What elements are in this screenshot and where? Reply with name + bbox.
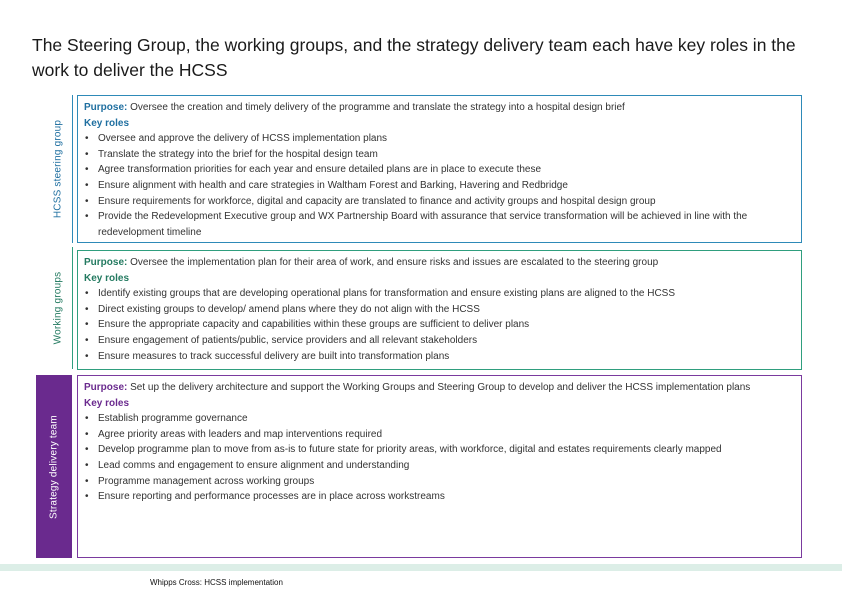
purpose-line (84, 100, 793, 116)
footer-band (0, 564, 842, 571)
purpose-key: Purpose: (84, 257, 128, 268)
list-item: • Agree transformation priorities for each year and ensure detailed plans are in place to execute these (84, 162, 793, 178)
list-item: • Establish programme governance (84, 411, 793, 427)
strategy-team-side-label (36, 375, 72, 558)
purpose-text: Oversee the creation and timely delivery of the programme and translate the strategy into a hospital design brief (130, 102, 625, 113)
key-roles-title: Key roles (84, 117, 130, 129)
footer-text: Whipps Cross: HCSS implementation (150, 578, 283, 587)
key-roles-list (84, 131, 793, 240)
section-label: HCSS steering group (52, 119, 64, 219)
list-item: • Develop programme plan to move from as-is to future state for priority areas, with workforce, digital and estates requirements clearly mapped (84, 442, 793, 458)
key-roles-list (84, 411, 793, 505)
purpose-key: Purpose: (84, 102, 128, 113)
purpose-line (84, 380, 793, 396)
list-item: • Oversee and approve the delivery of HCSS implementation plans (84, 131, 793, 147)
key-roles-title: Key roles (84, 397, 130, 409)
list-item: • Ensure reporting and performance processes are in place across workstreams (84, 489, 793, 505)
list-item: • Ensure the appropriate capacity and capabilities within these groups are sufficient to deliver plans (84, 317, 793, 333)
key-roles-title: Key roles (84, 272, 130, 284)
list-item: • Ensure measures to track successful delivery are built into transformation plans (84, 349, 793, 365)
list-item: • Ensure alignment with health and care strategies in Waltham Forest and Barking, Havering and Redbridge (84, 178, 793, 194)
list-item: • Programme management across working groups (84, 474, 793, 490)
list-item: • Lead comms and engagement to ensure alignment and understanding (84, 458, 793, 474)
strategy-team-panel (77, 375, 802, 558)
list-item: • Ensure requirements for workforce, digital and capacity are translated to finance and activity groups and hospital design group (84, 194, 793, 210)
list-item: • Agree priority areas with leaders and map interventions required (84, 427, 793, 443)
key-roles-list (84, 286, 793, 364)
list-item: • Provide the Redevelopment Executive group and WX Partnership Board with assurance that service transformation will be achieved in line with the redevelopment timeline (84, 209, 793, 240)
working-groups-side-label (44, 247, 73, 369)
purpose-text: Set up the delivery architecture and support the Working Groups and Steering Group to develop and deliver the HCSS implementation plans (130, 382, 751, 393)
list-item: • Direct existing groups to develop/ amend plans where they do not align with the HCSS (84, 302, 793, 318)
section-label: Working groups (52, 271, 64, 345)
page-title: The Steering Group, the working groups, and the strategy delivery team each have key roles in the work to deliver the HCSS (32, 35, 796, 80)
purpose-key: Purpose: (84, 382, 128, 393)
working-groups-panel (77, 250, 802, 370)
section-label: Strategy delivery team (48, 414, 60, 519)
list-item: • Translate the strategy into the brief for the hospital design team (84, 147, 793, 163)
steering-group-panel (77, 95, 802, 243)
list-item: • Ensure engagement of patients/public, service providers and all relevant stakeholders (84, 333, 793, 349)
list-item: • Identify existing groups that are developing operational plans for transformation and ensure existing plans are aligned to the HCSS (84, 286, 793, 302)
steering-group-side-label (44, 95, 73, 243)
purpose-text: Oversee the implementation plan for their area of work, and ensure risks and issues are escalated to the steering group (130, 257, 659, 268)
purpose-line (84, 255, 793, 271)
